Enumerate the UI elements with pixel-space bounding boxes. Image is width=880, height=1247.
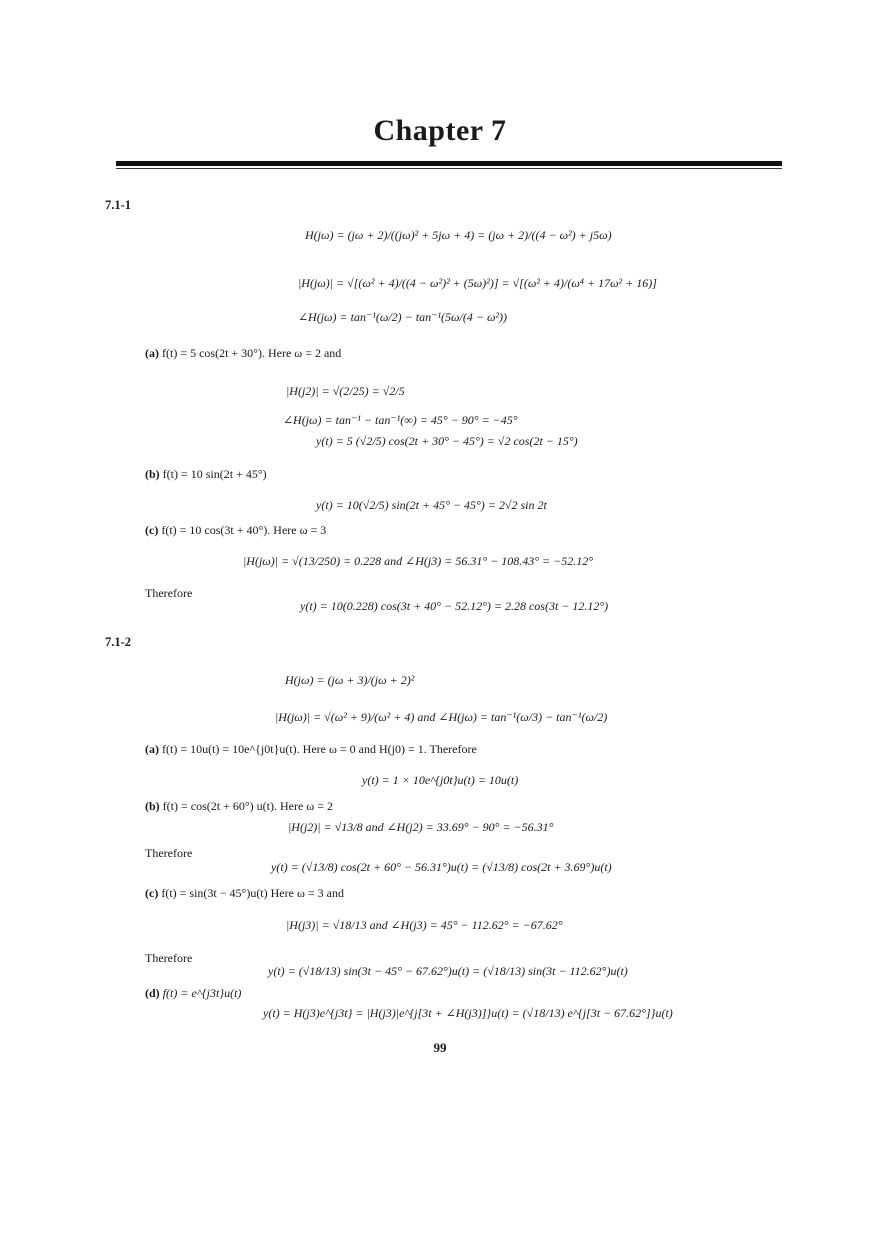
- p2-d-statement: [145, 986, 241, 1001]
- p1-a-stmt: f(t) = 5 cos(2t + 30°). Here ω = 2 and: [162, 346, 342, 360]
- p1-h-mag: |H(jω)| = √[(ω² + 4)/((4 − ω²)² + (5ω)²)] = √[(ω² + 4)/(ω⁴ + 17ω² + 16)]: [298, 276, 657, 290]
- p2-b-eq2: y(t) = (√13/8) cos(2t + 60° − 56.31°)u(t) = (√13/8) cos(2t + 3.69°)u(t): [271, 860, 612, 874]
- p1-h-def: H(jω) = (jω + 2)/((jω)² + 5jω + 4) = (jω + 2)/((4 − ω²) + j5ω): [305, 228, 612, 242]
- p1-h-angle: ∠H(jω) = tan⁻¹(ω/2) − tan⁻¹(5ω/(4 − ω²)): [298, 310, 508, 324]
- p1-c-stmt: f(t) = 10 cos(3t + 40°). Here ω = 3: [161, 523, 327, 537]
- p2-b-eq1: |H(j2)| = √13/8 and ∠H(j2) = 33.69° − 90° = −56.31°: [288, 820, 554, 834]
- p2-therefore-b: Therefore: [145, 846, 193, 860]
- p2-b-label: (b): [145, 799, 160, 813]
- chapter-title: Chapter 7: [373, 114, 507, 147]
- p2-c-eq2: y(t) = (√18/13) sin(3t − 45° − 67.62°)u(t) = (√18/13) sin(3t − 112.62°)u(t): [268, 964, 628, 978]
- title-rule-thin: [116, 168, 782, 169]
- p1-a-label: (a): [145, 346, 159, 360]
- p2-d-label: (d): [145, 986, 160, 1000]
- p1-therefore: Therefore: [145, 586, 193, 600]
- p1-a-eq1: |H(j2)| = √(2/25) = √2/5: [286, 384, 405, 398]
- p2-h-def: H(jω) = (jω + 3)/(jω + 2)²: [285, 673, 415, 687]
- p1-b-stmt: f(t) = 10 sin(2t + 45°): [162, 467, 267, 481]
- p2-a-label: (a): [145, 742, 159, 756]
- p1-a-statement: [145, 346, 341, 361]
- p1-b-statement: [145, 467, 267, 482]
- p1-c-eq2: y(t) = 10(0.228) cos(3t + 40° − 52.12°) = 2.28 cos(3t − 12.12°): [300, 599, 609, 613]
- page-number: 99: [433, 1040, 447, 1055]
- p2-c-label: (c): [145, 886, 159, 900]
- p1-c-eq1: |H(jω)| = √(13/250) = 0.228 and ∠H(j3) = 56.31° − 108.43° = −52.12°: [243, 554, 594, 568]
- p2-c-eq1: |H(j3)| = √18/13 and ∠H(j3) = 45° − 112.62° = −67.62°: [286, 918, 563, 932]
- problem-id-7-1-2: 7.1-2: [105, 635, 132, 649]
- p2-d-eq1: y(t) = H(j3)e^{j3t} = |H(j3)|e^{j[3t + ∠H(j3)]}u(t) = (√18/13) e^{j[3t − 67.62°]}u(t): [263, 1006, 673, 1020]
- p1-b-eq1: y(t) = 10(√2/5) sin(2t + 45° − 45°) = 2√2 sin 2t: [316, 498, 547, 512]
- p2-c-statement: [145, 886, 344, 901]
- p1-b-label: (b): [145, 467, 160, 481]
- title-rule-thick: [116, 161, 782, 166]
- p2-h-mag-angle: |H(jω)| = √(ω² + 9)/(ω² + 4) and ∠H(jω) = tan⁻¹(ω/3) − tan⁻¹(ω/2): [275, 710, 608, 724]
- p1-c-label: (c): [145, 523, 159, 537]
- p2-a-statement: [145, 742, 477, 757]
- p1-a-eq3: y(t) = 5 (√2/5) cos(2t + 30° − 45°) = √2 cos(2t − 15°): [316, 434, 578, 448]
- p2-a-eq1: y(t) = 1 × 10e^{j0t}u(t) = 10u(t): [362, 773, 519, 787]
- p2-b-stmt: f(t) = cos(2t + 60°) u(t). Here ω = 2: [162, 799, 333, 813]
- p2-c-stmt: f(t) = sin(3t − 45°)u(t) Here ω = 3 and: [161, 886, 344, 900]
- p2-a-stmt: f(t) = 10u(t) = 10e^{j0t}u(t). Here ω = 0 and H(j0) = 1. Therefore: [162, 742, 477, 756]
- p2-therefore-c: Therefore: [145, 951, 193, 965]
- p1-a-eq2: ∠H(jω) = tan⁻¹ − tan⁻¹(∞) = 45° − 90° = −45°: [283, 413, 518, 427]
- p2-d-stmt: f(t) = e^{j3t}u(t): [162, 986, 242, 1000]
- p2-b-statement: [145, 799, 333, 814]
- problem-id-7-1-1: 7.1-1: [105, 198, 132, 212]
- p1-c-statement: [145, 523, 326, 538]
